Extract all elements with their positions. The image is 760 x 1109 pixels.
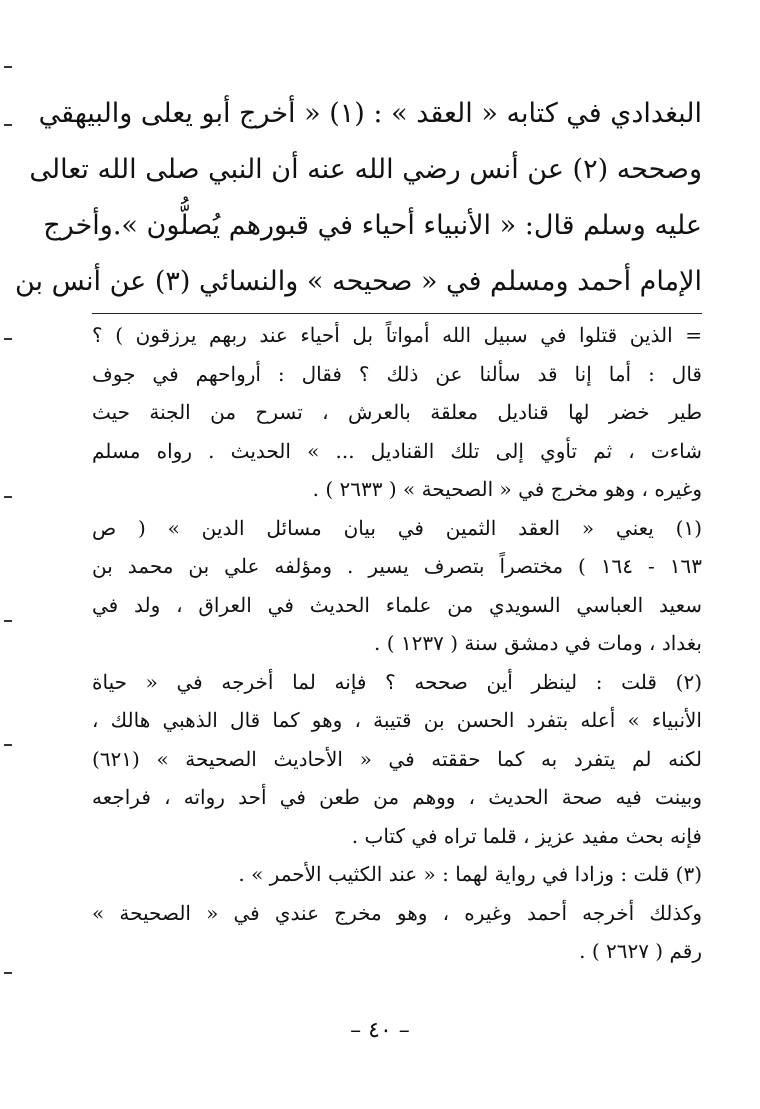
footnote-line: رقم ( ٢٦٢٧ ) . (579, 939, 702, 963)
footnote-line: ١٦٣ - ١٦٤ ) مختصراً بتصرف يسير . ومؤلفه علي بن محمد بن (92, 554, 702, 578)
footnote-line: = الذين قتلوا في سبيل الله أمواتاً بل أحياء عند ربهم يرزقون ) ؟ (92, 323, 702, 347)
footnote-separator (92, 313, 702, 314)
footnotes (92, 316, 702, 971)
footnote-line: لكنه لم يتفرد به كما حققته في « الأحاديث الصحيحة » (٦٢١) (92, 746, 702, 771)
footnote-line: وغيره ، وهو مخرج في « الصحيحة » ( ٢٦٣٣ ) . (312, 477, 702, 501)
footnote-line: شاءت ، ثم تأوي إلى تلك القناديل ... » الحديث . رواه مسلم (92, 438, 702, 463)
footnote-line: فإنه بحث مفيد عزيز ، قلما تراه في كتاب . (351, 823, 702, 848)
body-line: عليه وسلم قال: « الأنبياء أحياء في قبورهم يُصلُّون ».وأخرج (43, 210, 702, 241)
footnote-line: الأنبياء » أعله بتفرد الحسن بن قتيبة ، وهو كما قال الذهبي هالك ، (92, 708, 702, 732)
footnote-line: (٣) قلت : وزادا في رواية لهما : « عند الكثيب الأحمر » . (238, 862, 702, 886)
margin-mark (4, 124, 12, 126)
page-number: – ٤٠ – (350, 1018, 410, 1043)
body-line: البغدادي في كتابه « العقد » : (١) « أخرج أبو يعلى والبيهقي (38, 98, 702, 129)
margin-mark (4, 496, 12, 498)
margin-mark (4, 620, 12, 622)
body-line: وصححه (٢) عن أنس رضي الله عنه أن النبي صلى الله تعالى (29, 154, 702, 185)
footnote-line: بغداد ، ومات في دمشق سنة ( ١٢٣٧ ) . (374, 631, 702, 655)
margin-mark (4, 744, 12, 746)
footnote-line: (١) يعني « العقد الثمين في بيان مسائل الدين » ( ص (92, 515, 702, 540)
footnote-line: سعيد العباسي السويدي من علماء الحديث في العراق ، ولد في (92, 592, 702, 617)
margin-mark (4, 972, 12, 974)
margin-mark (4, 338, 12, 340)
footnote-line: قال : أما إنا قد سألنا عن ذلك ؟ فقال : أرواحهم في جوف (92, 361, 702, 386)
main-body-text (14, 86, 702, 310)
footnote-line: وكذلك أخرجه أحمد وغيره ، وهو مخرج عندي في « الصحيحة » (92, 900, 702, 925)
body-line: الإمام أحمد ومسلم في « صحيحه » والنسائي (٣) عن أنس بن (14, 266, 702, 297)
footnote-line: (٢) قلت : لينظر أين صححه ؟ فإنه لما أخرجه في « حياة (92, 669, 702, 694)
footnote-line: وبينت فيه صحة الحديث ، ووهم من طعن في أحد رواته ، فراجعه (92, 785, 702, 809)
margin-mark (4, 66, 12, 68)
footnote-line: طير خضر لها قناديل معلقة بالعرش ، تسرح من الجنة حيث (92, 400, 702, 424)
